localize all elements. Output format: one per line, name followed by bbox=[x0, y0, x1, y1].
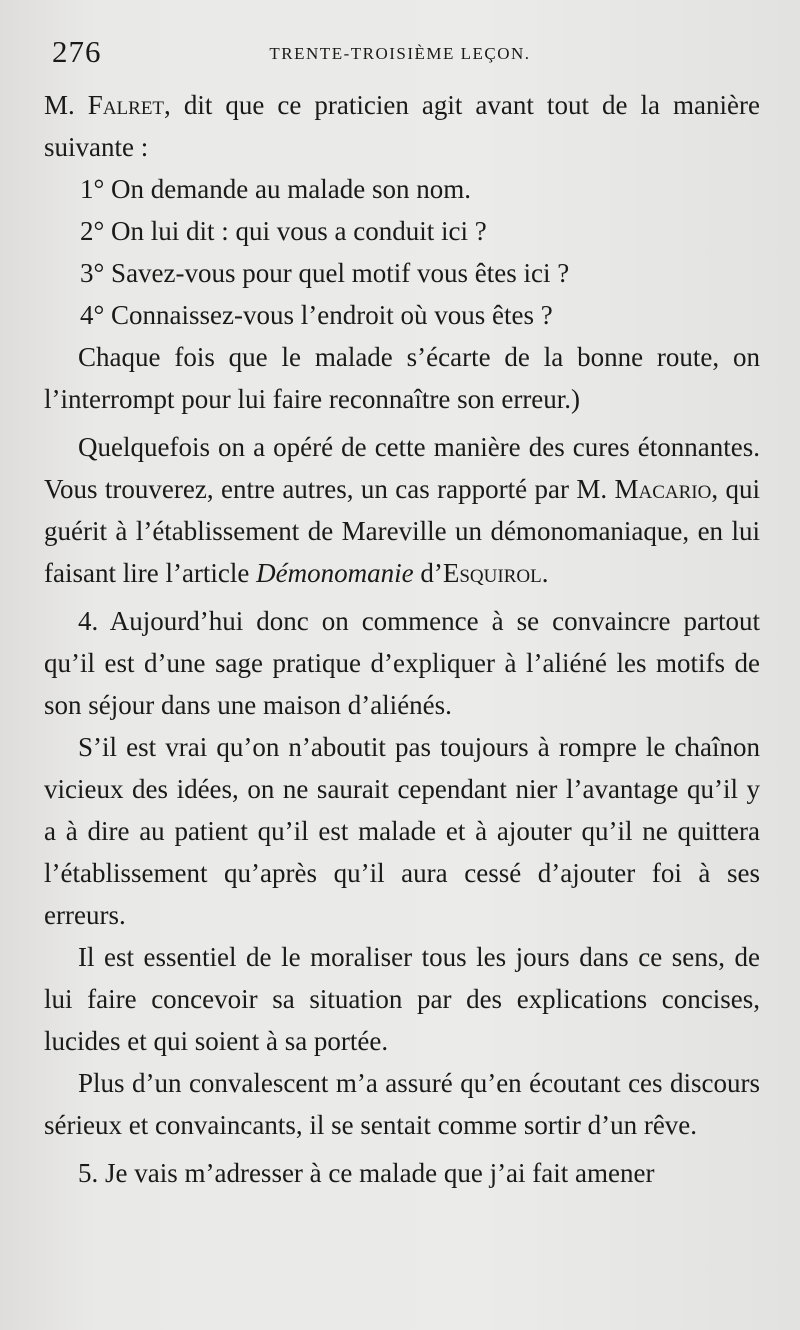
paragraph-text: , qui guérit à l’établissement de Mareville un démonomaniaque, en lui faisant lire l’article bbox=[44, 474, 760, 588]
running-head bbox=[46, 30, 754, 74]
paragraph-text: . bbox=[541, 558, 549, 588]
paragraph-sil-est-vrai: S’il est vrai qu’on n’aboutit pas toujours à rompre le chaînon vicieux des idées, on ne saurait cependant nier l’avantage qu’il y a à dire au patient qu’il est malade et à ajouter qu’il ne quittera l’établissement qu’après qu’il aura cessé d’ajouter foi à ses erreurs. bbox=[44, 732, 760, 930]
paragraph-plus-dun: Plus d’un convalescent m’a assuré qu’en écoutant ces discours sérieux et convaincants, il se sentait comme sortir d’un rêve. bbox=[44, 1068, 760, 1140]
paragraph-il-est-essentiel: Il est essentiel de le moraliser tous les jours dans ce sens, de lui faire concevoir sa situation par des explications concises, lucides et qui soient à sa portée. bbox=[44, 942, 760, 1056]
paragraph-chaque-fois: Chaque fois que le malade s’écarte de la bonne route, on l’interrompt pour lui faire reconnaître son erreur.) bbox=[44, 342, 760, 414]
paragraph-section-4: 4. Aujourd’hui donc on commence à se convaincre partout qu’il est d’une sage pratique d’expliquer à l’aliéné les motifs de son séjour dans une maison d’aliénés. bbox=[44, 606, 760, 720]
author-name-falret: M. Falret bbox=[44, 90, 165, 120]
paragraph-quelquefois bbox=[44, 426, 760, 594]
list-item: 4° Connaissez-vous l’endroit où vous êtes ? bbox=[80, 300, 553, 330]
list-item: 2° On lui dit : qui vous a conduit ici ? bbox=[80, 216, 487, 246]
article-title: Démonomanie bbox=[256, 558, 414, 588]
list-item: 3° Savez-vous pour quel motif vous êtes ici ? bbox=[80, 258, 570, 288]
author-name-esquirol: Esquirol bbox=[442, 558, 542, 588]
paragraph-text: , dit que ce praticien agit avant tout de la manière suivante : bbox=[44, 90, 760, 162]
paragraph-section-5: 5. Je vais m’adresser à ce malade que j’ai fait amener bbox=[78, 1158, 655, 1188]
running-title: TRENTE-TROISIÈME LEÇON. bbox=[269, 44, 531, 63]
page-number: 276 bbox=[52, 34, 102, 69]
author-name-macario: M. Macario bbox=[576, 474, 712, 504]
paragraph-text: Quelquefois on a opéré de cette manière des cures étonnantes. Vous trouverez, entre autres, un cas rapporté par bbox=[44, 432, 760, 504]
body-text bbox=[44, 84, 760, 1194]
paragraph-text: d’ bbox=[413, 558, 443, 588]
list-item: 1° On demande au malade son nom. bbox=[80, 174, 471, 204]
paragraph-falret bbox=[44, 84, 760, 168]
